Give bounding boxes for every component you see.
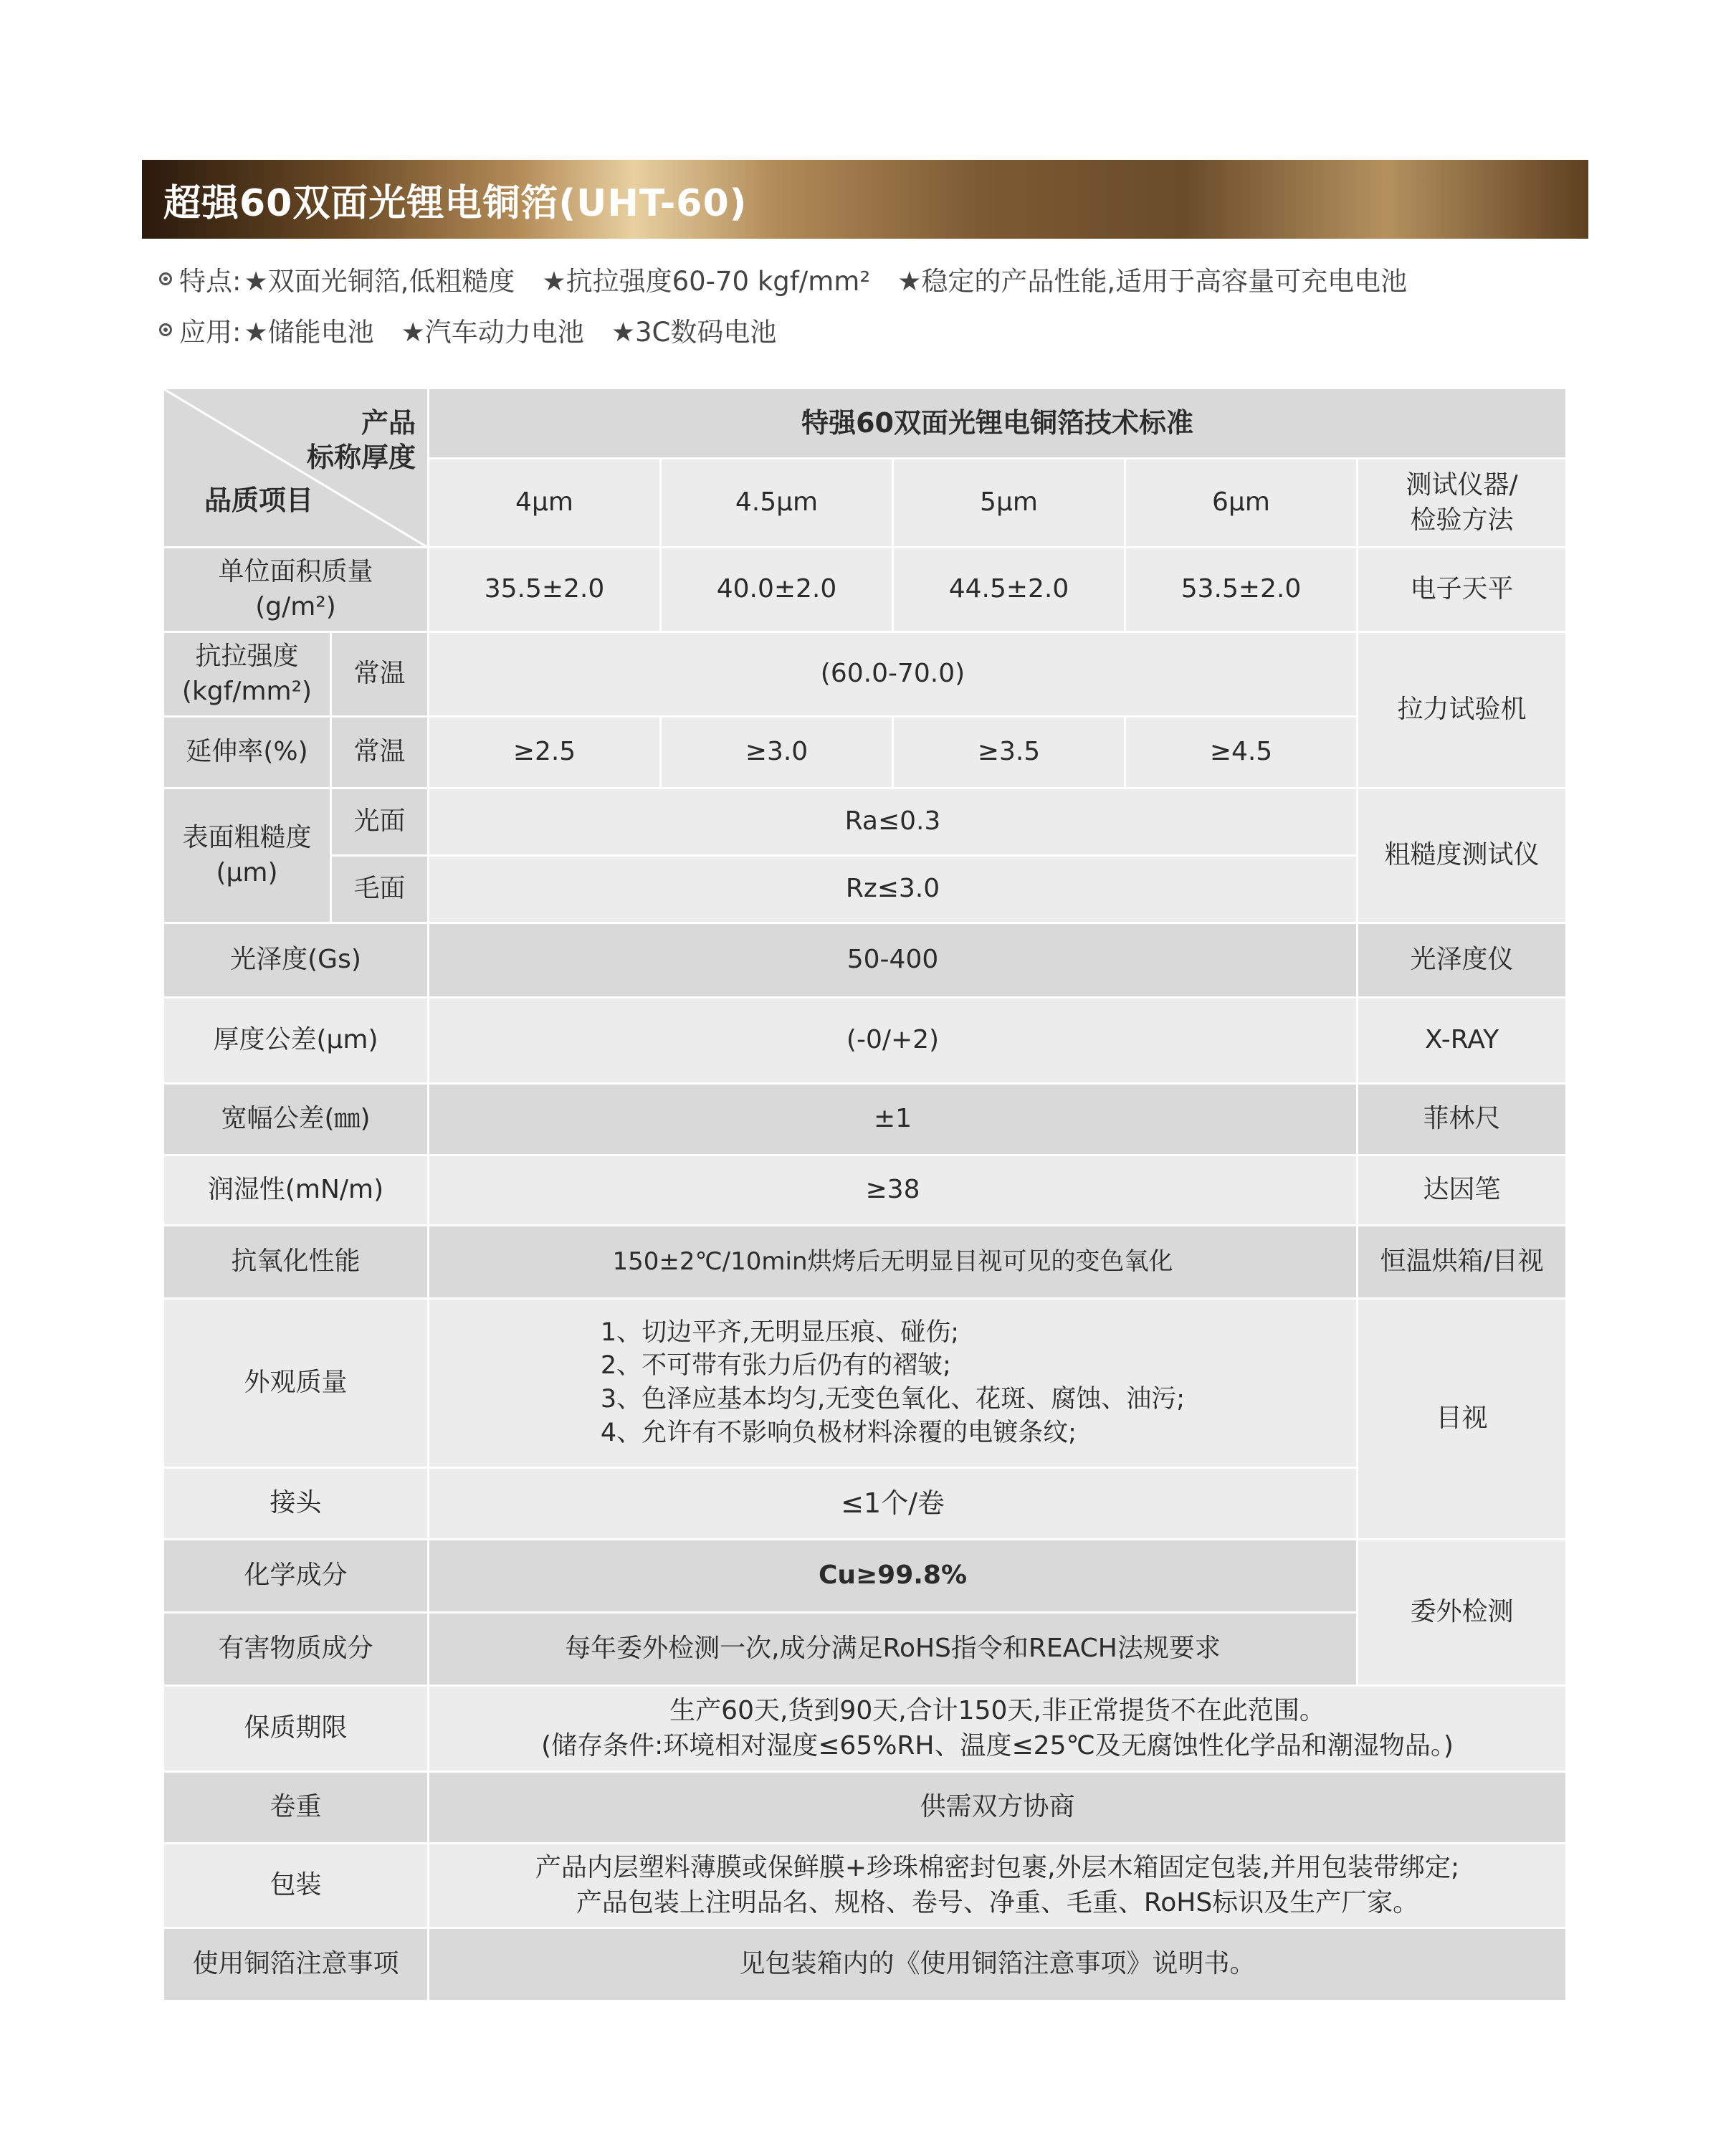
method-roughness: 粗糙度测试仪 bbox=[1358, 788, 1567, 923]
row-label-shelf-life: 保质期限 bbox=[163, 1686, 429, 1772]
mass-value: 44.5±2.0 bbox=[893, 548, 1125, 632]
row-label-hazardous: 有害物质成分 bbox=[163, 1613, 429, 1686]
feature-item: ★抗拉强度60-70 kgf/mm² bbox=[542, 266, 871, 297]
thickness-header: 4μm bbox=[429, 459, 661, 548]
row-label-chemical: 化学成分 bbox=[163, 1540, 429, 1613]
corner-top-label: 产品 标称厚度 bbox=[306, 407, 416, 473]
row-label-thickness-tolerance: 厚度公差(μm) bbox=[163, 998, 429, 1084]
row-label-roll-weight: 卷重 bbox=[163, 1772, 429, 1844]
application-item: ★储能电池 bbox=[244, 317, 374, 348]
row-label-gloss: 光泽度(Gs) bbox=[163, 923, 429, 998]
shelf-life-line: 生产60天,货到90天,合计150天,非正常提货不在此范围。 bbox=[669, 1695, 1325, 1725]
roughness-sub-matte: 毛面 bbox=[331, 856, 429, 923]
mass-value: 40.0±2.0 bbox=[661, 548, 893, 632]
applications-lead: 应用: bbox=[179, 317, 242, 348]
elongation-sub-label: 常温 bbox=[331, 717, 429, 788]
method-tensile: 拉力试验机 bbox=[1358, 632, 1567, 788]
method-oxidation: 恒温烘箱/目视 bbox=[1358, 1226, 1567, 1299]
row-label-oxidation: 抗氧化性能 bbox=[163, 1226, 429, 1299]
row-label-width-tolerance: 宽幅公差(㎜) bbox=[163, 1084, 429, 1155]
circle-bullet-icon bbox=[159, 272, 172, 285]
features-lead: 特点: bbox=[179, 266, 242, 297]
packaging-line: 产品包装上注明品名、规格、卷号、净重、毛重、RoHS标识及生产厂家。 bbox=[576, 1887, 1419, 1917]
width-tolerance-value: ±1 bbox=[429, 1084, 1358, 1155]
shelf-life-value bbox=[429, 1686, 1567, 1772]
row-label-mass: 单位面积质量 (g/m²) bbox=[163, 548, 429, 632]
shelf-life-conditions: (储存条件:环境相对湿度≤65%RH、温度≤25℃及无腐蚀性化学品和潮湿物品。) bbox=[541, 1730, 1454, 1760]
method-mass: 电子天平 bbox=[1358, 548, 1567, 632]
appearance-list bbox=[601, 1316, 1185, 1449]
method-header: 测试仪器/ 检验方法 bbox=[1358, 459, 1567, 548]
feature-item: ★稳定的产品性能,适用于高容量可充电电池 bbox=[897, 266, 1408, 297]
standard-title: 特强60双面光锂电铜箔技术标准 bbox=[429, 389, 1567, 459]
appearance-line: 1、切边平齐,无明显压痕、碰伤; bbox=[600, 1317, 960, 1347]
application-item: ★汽车动力电池 bbox=[401, 317, 584, 348]
method-chemical: 委外检测 bbox=[1358, 1540, 1567, 1686]
elongation-value: ≥3.5 bbox=[893, 717, 1125, 788]
mass-value: 35.5±2.0 bbox=[429, 548, 661, 632]
elongation-value: ≥2.5 bbox=[429, 717, 661, 788]
method-gloss: 光泽度仪 bbox=[1358, 923, 1567, 998]
thickness-header: 4.5μm bbox=[661, 459, 893, 548]
oxidation-value: 150±2℃/10min烘烤后无明显目视可见的变色氧化 bbox=[429, 1226, 1358, 1299]
appearance-line: 2、不可带有张力后仍有的褶皱; bbox=[600, 1351, 951, 1381]
row-label-appearance: 外观质量 bbox=[163, 1299, 429, 1468]
application-item: ★3C数码电池 bbox=[611, 317, 777, 348]
thickness-header: 6μm bbox=[1125, 459, 1358, 548]
appearance-line: 4、允许有不影响负极材料涂覆的电镀条纹; bbox=[600, 1418, 1077, 1447]
title-banner bbox=[142, 160, 1588, 239]
method-wetting: 达因笔 bbox=[1358, 1155, 1567, 1226]
row-label-wetting: 润湿性(mN/m) bbox=[163, 1155, 429, 1226]
corner-bottom-label: 品质项目 bbox=[204, 484, 314, 516]
applications-line bbox=[159, 310, 803, 349]
method-appearance: 目视 bbox=[1358, 1299, 1567, 1540]
packaging-value bbox=[429, 1844, 1567, 1928]
row-label-elongation: 延伸率(%) bbox=[163, 717, 331, 788]
roll-weight-value: 供需双方协商 bbox=[429, 1772, 1567, 1844]
method-thickness-tolerance: X-RAY bbox=[1358, 998, 1567, 1084]
roughness-value-matte: Rz≤3.0 bbox=[429, 856, 1358, 923]
thickness-tolerance-value: (-0/+2) bbox=[429, 998, 1358, 1084]
row-label-roughness: 表面粗糙度 (μm) bbox=[163, 788, 331, 923]
usage-notes-value: 见包装箱内的《使用铜箔注意事项》说明书。 bbox=[429, 1928, 1567, 2001]
mass-value: 53.5±2.0 bbox=[1125, 548, 1358, 632]
thickness-header: 5μm bbox=[893, 459, 1125, 548]
packaging-line: 产品内层塑料薄膜或保鲜膜+珍珠棉密封包裹,外层木箱固定包装,并用包装带绑定; bbox=[535, 1852, 1460, 1882]
corner-header-cell bbox=[163, 389, 429, 548]
elongation-value: ≥3.0 bbox=[661, 717, 893, 788]
method-width-tolerance: 菲林尺 bbox=[1358, 1084, 1567, 1155]
tensile-sub-label: 常温 bbox=[331, 632, 429, 717]
roughness-sub-shiny: 光面 bbox=[331, 788, 429, 856]
row-label-packaging: 包装 bbox=[163, 1844, 429, 1928]
circle-bullet-icon bbox=[159, 323, 172, 336]
appearance-line: 3、色泽应基本均匀,无变色氧化、花斑、腐蚀、油污; bbox=[600, 1384, 1186, 1414]
row-label-tensile: 抗拉强度 (kgf/mm²) bbox=[163, 632, 331, 717]
chemical-value: Cu≥99.8% bbox=[429, 1540, 1358, 1613]
wetting-value: ≥38 bbox=[429, 1155, 1358, 1226]
tensile-value: (60.0-70.0) bbox=[429, 632, 1358, 717]
feature-item: ★双面光铜箔,低粗糙度 bbox=[244, 266, 515, 297]
features-line bbox=[159, 259, 1434, 298]
hazardous-value: 每年委外检测一次,成分满足RoHS指令和REACH法规要求 bbox=[429, 1613, 1358, 1686]
elongation-value: ≥4.5 bbox=[1125, 717, 1358, 788]
page-title: 超强60双面光锂电铜箔(UHT-60) bbox=[163, 181, 748, 225]
spec-table bbox=[162, 387, 1568, 2002]
appearance-value bbox=[429, 1299, 1358, 1468]
row-label-joint: 接头 bbox=[163, 1468, 429, 1540]
gloss-value: 50-400 bbox=[429, 923, 1358, 998]
roughness-value-shiny: Ra≤0.3 bbox=[429, 788, 1358, 856]
joint-value: ≤1个/卷 bbox=[429, 1468, 1358, 1540]
row-label-usage-notes: 使用铜箔注意事项 bbox=[163, 1928, 429, 2001]
